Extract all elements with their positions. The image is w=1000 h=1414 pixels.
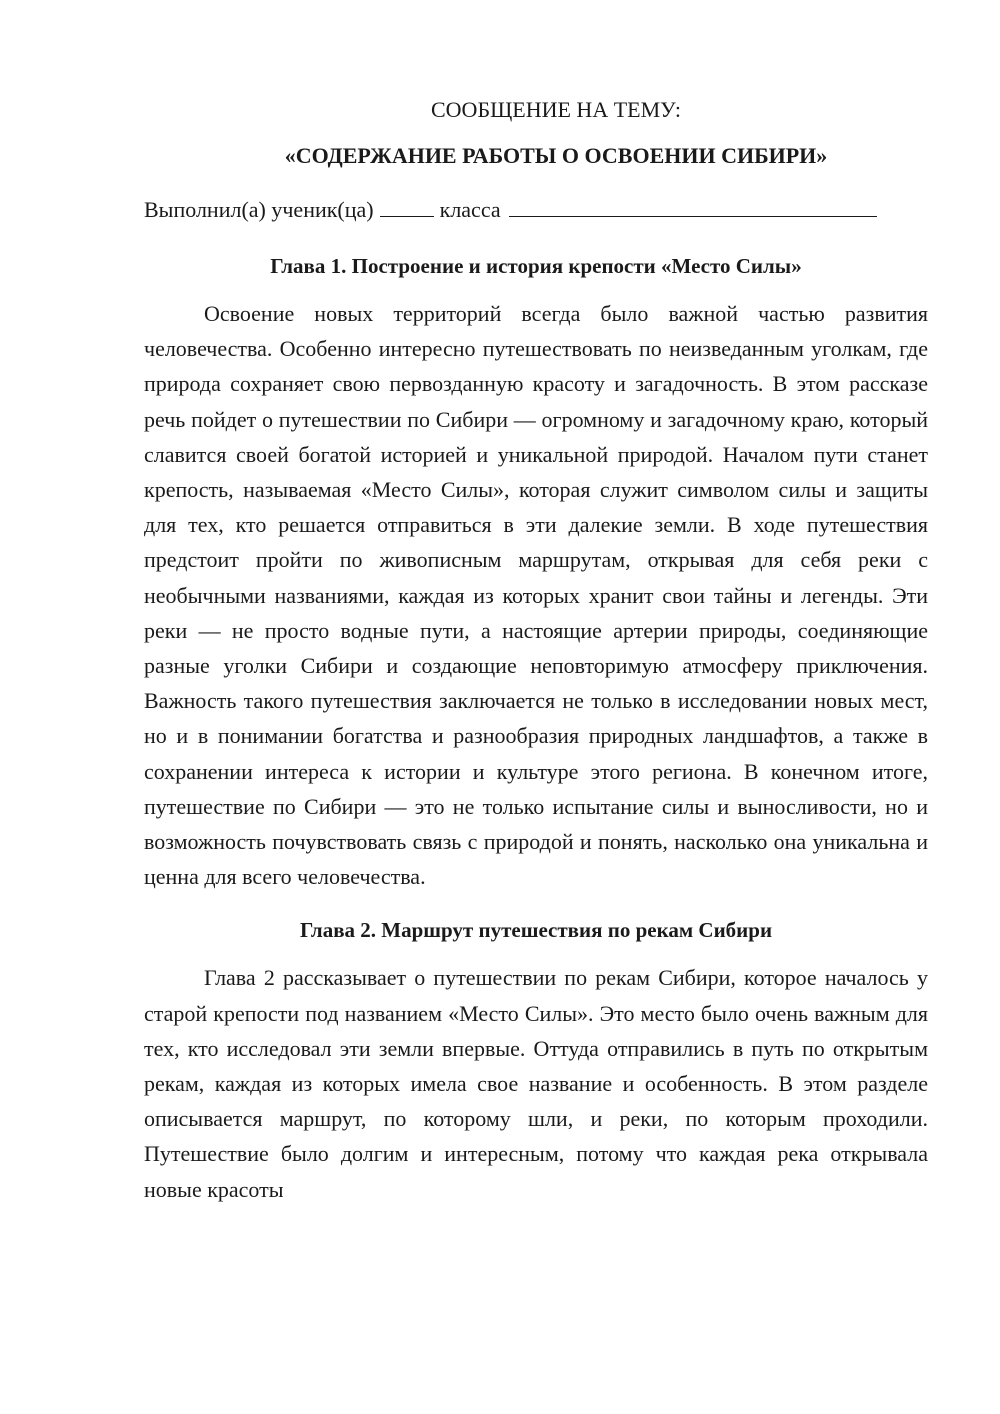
page-content — [144, 92, 928, 1207]
chapter-1-paragraph: Освоение новых территорий всегда было важной частью развития человечества. Особенно интересно путешествовать по неизведанным уголкам, где природа сохраняет свою первозданную красоту и загадочность. В этом рассказе речь пойдет о путешествии по Сибири — огромному и загадочному краю, который славится своей богатой историей и уникальной природой. Началом пути станет крепость, называемая «Место Силы», которая служит символом силы и защиты для тех, кто решается отправиться в эти далекие земли. В ходе путешествия предстоит пройти по живописным маршрутам, открывая для себя реки с необычными названиями, каждая из которых хранит свои тайны и легенды. Эти реки — не просто водные пути, а настоящие артерии природы, соединяющие разные уголки Сибири и создающие неповторимую атмосферу приключения. Важность такого путешествия заключается не только в исследовании новых мест, но и в понимании богатства и разнообразия природных ландшафтов, а также в сохранении интереса к истории и культуре этого региона. В конечном итоге, путешествие по Сибири — это не только испытание силы и выносливости, но и возможность почувствовать связь с природой и понять, насколько она уникальна и ценна для всего человечества. — [144, 301, 928, 890]
class-number-blank — [380, 192, 434, 217]
student-info-line — [144, 192, 928, 228]
title-line-2: «СОДЕРЖАНИЕ РАБОТЫ О ОСВОЕНИИ СИБИРИ» — [284, 143, 828, 168]
title-line-1: СООБЩЕНИЕ НА ТЕМУ: — [431, 97, 681, 122]
student-name-blank — [509, 192, 877, 217]
chapter-1-heading: Глава 1. Построение и история крепости «Место Силы» — [270, 254, 802, 278]
student-label: Выполнил(а) ученик(ца) — [144, 197, 374, 222]
class-label: класса — [439, 197, 501, 222]
chapter-2-paragraph: Глава 2 рассказывает о путешествии по рекам Сибири, которое началось у старой крепости под названием «Место Силы». Это место было очень важным для тех, кто исследовал эти земли впервые. Оттуда отправились в путь по открытым рекам, каждая из которых имела свое название и особенность. В этом разделе описывается маршрут, по которому шли, и реки, по которым проходили. Путешествие было долгим и интересным, потому что каждая река открывала новые красоты — [144, 965, 928, 1202]
chapter-2-heading: Глава 2. Маршрут путешествия по рекам Сибири — [299, 918, 773, 943]
